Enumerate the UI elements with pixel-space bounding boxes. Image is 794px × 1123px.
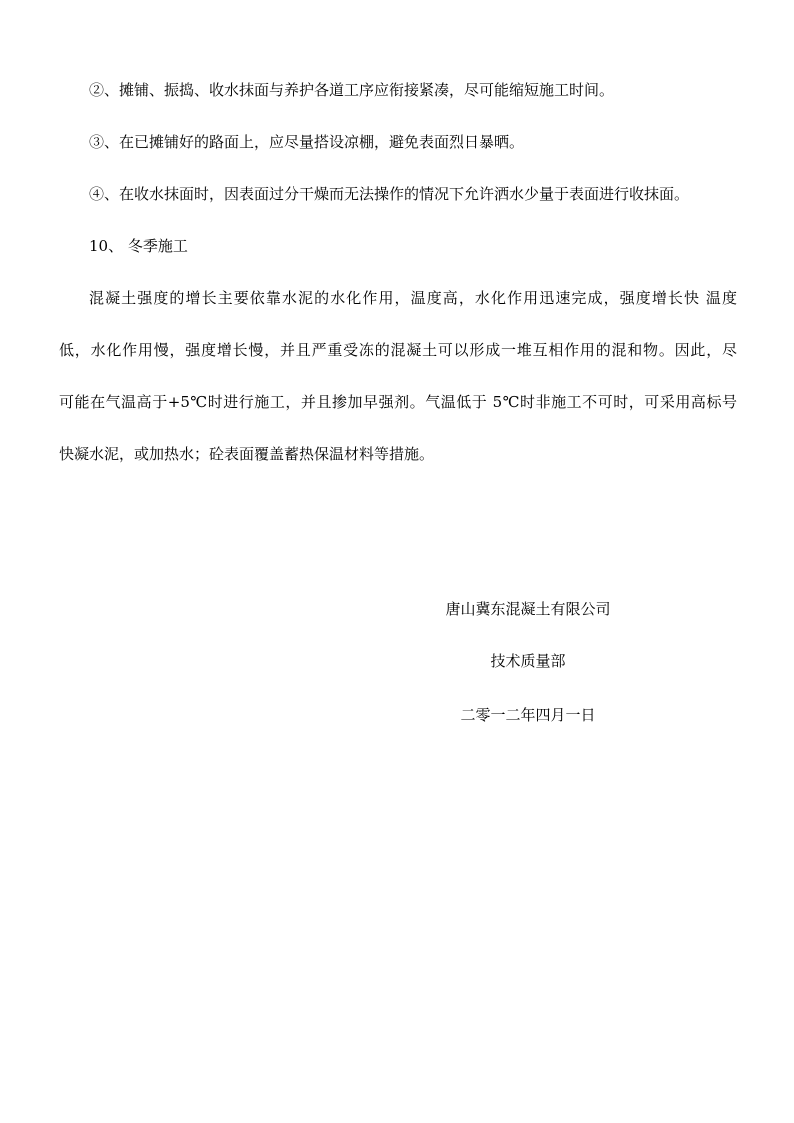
signature-department: 技术质量部 [490,652,566,670]
paragraph-line: 可能在气温高于+5℃时进行施工，并且掺加早强剂。气温低于 5℃时非施工不可时，可采用高标号 [59,393,737,411]
list-item: ②、摊铺、振捣、收水抹面与养护各道工序应衔接紧凑，尽可能缩短施工时间。 [89,81,615,99]
signature-date: 二零一二年四月一日 [460,706,596,724]
paragraph-line: 混凝土强度的增长主要依靠水泥的水化作用，温度高，水化作用迅速完成，强度增长快 温度 [89,289,737,307]
section-heading: 10、 冬季施工 [89,237,188,255]
paragraph-line: 快凝水泥，或加热水；砼表面覆盖蓄热保温材料等措施。 [59,445,435,463]
list-item: ④、在收水抹面时，因表面过分干燥而无法操作的情况下允许洒水少量于表面进行收抹面。 [89,185,690,203]
signature-company: 唐山冀东混凝土有限公司 [445,600,611,618]
paragraph-line: 低，水化作用慢，强度增长慢，并且严重受冻的混凝土可以形成一堆互相作用的混和物。因此，尽 [59,341,737,359]
list-item: ③、在已摊铺好的路面上，应尽量搭设凉棚，避免表面烈日暴晒。 [89,133,525,151]
